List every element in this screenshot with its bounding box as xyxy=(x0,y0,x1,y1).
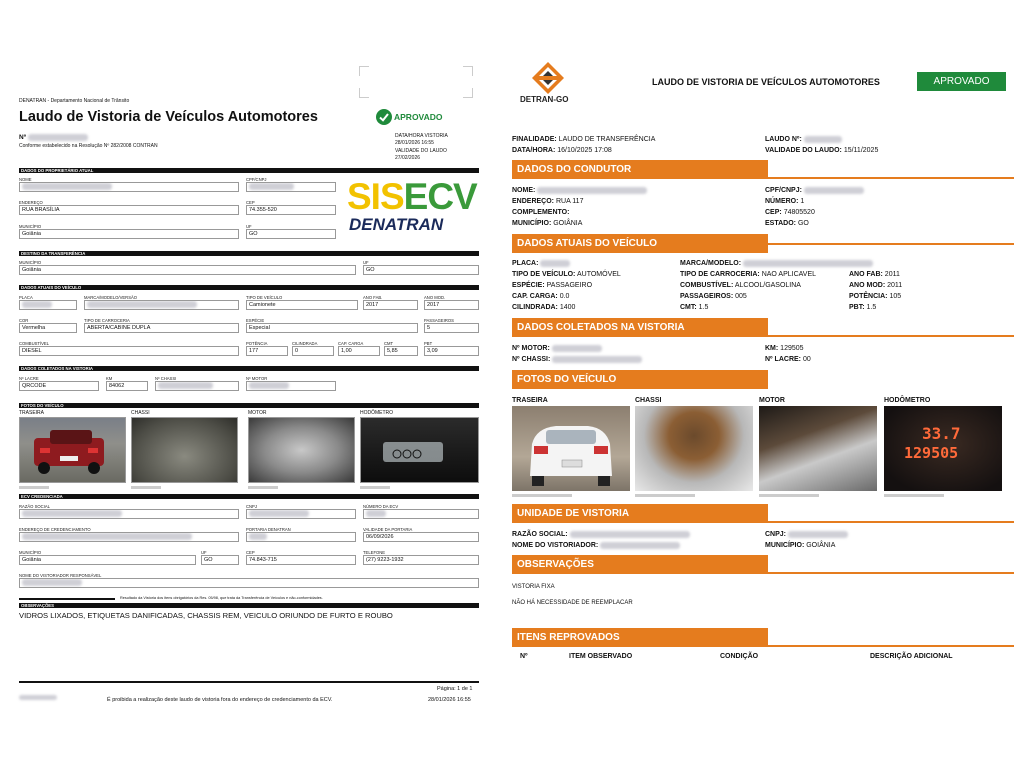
ecv-number-field: NÚMERO DA ECV xyxy=(363,504,479,519)
validity-label: VALIDADE DO LAUDO: xyxy=(765,147,842,154)
datetime-value: 16/10/2025 17:08 xyxy=(557,147,612,154)
section-photos-right: FOTOS DO VEÍCULO xyxy=(512,370,768,389)
chassi-photo xyxy=(635,406,753,491)
species-field: ESPÉCIE Especial xyxy=(246,318,418,333)
check-icon xyxy=(376,109,392,125)
section-rule xyxy=(768,645,1014,647)
ecv-validity-field: VALIDADE DA PORTARIA 06/09/2026 xyxy=(363,527,479,542)
footer-note: É proibida a realização deste laudo de vistoria fora do endereço de credenciamento da ECV. xyxy=(107,697,333,703)
photo-caption-line xyxy=(131,486,161,489)
crop-mark xyxy=(463,88,473,98)
odometer-bottom: 129505 xyxy=(904,444,959,462)
photo-caption-line xyxy=(19,486,49,489)
section-rejected: ITENS REPROVADOS xyxy=(512,628,768,647)
footer-code xyxy=(19,689,57,707)
section-destination: DESTINO DA TRANSFERÊNCIA xyxy=(19,251,479,256)
obs-note-line xyxy=(19,598,115,600)
chassi-field: Nº CHASSI xyxy=(155,376,239,391)
ecv-address-field: ENDEREÇO DE CREDENCIAMENTO xyxy=(19,527,239,542)
right-document: DETRAN-GO LAUDO DE VISTORIA DE VEÍCULOS AUTOMOTORES APROVADO FINALIDADE: LAUDO DE TRANSFERÊNCIA DATA/HORA: 16/10/2025 17:08 LAUDO Nº: VALIDADE DO LAUDO: 15/11/2025 DADOS DO CONDUTOR NOME: CPF/CNPJ: ENDEREÇO: RUA 117 NÚMERO: 1 COMPLEMENTO: CEP: 74805520 MUNICÍPIO: GOIÂNIA ESTADO: GO DADOS ATUAIS DO VEÍCULO PLACA: MARCA/MODELO: TIPO DE VEÍCULO: AUTOMÓVEL TIPO DE CARROCERIA: NAO APLICAVEL ANO FAB: 2011 ESPÉCIE: PASSAGEIRO COMBUSTÍVEL: ALCOOL/GASOLINA ANO MOD: 2011 CAP. CARGA: 0.0 PASSAGEIROS: 005 POTÊNCIA: 105 CILINDRADA: 1400 CMT: 1.5 PBT: 1.5 DADOS COLETADOS NA VISTORIA Nº MOTOR: Nº CHASSI: KM: 129505 Nº LACRE: 00 FOTOS DO VEÍCULO TRASEIRA CHASSI MOTOR HODÔMETRO 33.7 129505 UNIDADE DE VISTORIA RAZÃO SOCIAL: NOME DO VISTORIADOR: CNPJ: MUNICÍPIO: GOIÂNIA OBSERVAÇÕES VISTORIA FIXA NÃO HÁ NECESSIDADE DE REEMPLACAR ITENS REPROVADOS Nº ITEM OBSERVADO CONDIÇÃO DESCRIÇÃO ADICIONAL xyxy=(500,0,1024,775)
owner-address-field: ENDEREÇO RUA BRASÍLIA xyxy=(19,200,239,215)
section-photos: FOTOS DO VEÍCULO xyxy=(19,403,479,408)
validity-label: VALIDADE DO LAUDO xyxy=(395,148,447,154)
number-label: Nº xyxy=(19,134,27,142)
destination-uf-field: UF GO xyxy=(363,260,479,275)
seal-field: Nº LACRE QRCODE xyxy=(19,376,99,391)
body-field: TIPO DE CARROCERIA ABERTA/CABINE DUPLA xyxy=(84,318,239,333)
sisecv-logo: SISECV xyxy=(347,176,477,217)
redacted-laudo xyxy=(804,136,842,143)
col-item: ITEM OBSERVADO xyxy=(569,653,633,660)
document-title: Laudo de Vistoria de Veículos Automotores xyxy=(19,109,318,125)
detran-logo-text: DETRAN-GO xyxy=(520,95,569,104)
ecv-portaria-field: PORTARIA DENATRAN xyxy=(246,527,356,542)
redacted-number xyxy=(28,134,88,141)
power-field: POTÊNCIA 177 xyxy=(246,341,288,356)
photo-label-rear: TRASEIRA xyxy=(512,397,548,404)
section-owner: DADOS DO PROPRIETÁRIO ATUAL xyxy=(19,168,479,173)
brand-field: MARCA/MODELO/VERSÃO xyxy=(84,295,239,310)
odometer-photo xyxy=(884,406,1002,491)
photo-label-motor: MOTOR xyxy=(248,410,267,416)
section-rule xyxy=(768,572,1014,574)
col-description: DESCRIÇÃO ADICIONAL xyxy=(870,653,953,660)
datetime-label: DATA/HORA VISTORIA xyxy=(395,133,448,139)
photo-caption-line xyxy=(360,486,390,489)
rear-photo xyxy=(19,417,126,483)
odometer-photo xyxy=(360,417,479,483)
crop-mark xyxy=(359,88,369,98)
observations-text: VIDROS LIXADOS, ETIQUETAS DANIFICADAS, CHASSIS REM, VEICULO ORIUNDO DE FURTO E ROUBO xyxy=(19,611,393,620)
photo-label-chassi: CHASSI xyxy=(635,397,662,404)
section-rule xyxy=(768,521,1014,523)
section-driver: DADOS DO CONDUTOR xyxy=(512,160,768,179)
ecv-cnpj-field: CNPJ xyxy=(246,504,356,519)
chassi-photo xyxy=(131,417,238,483)
datetime-label: DATA/HORA: xyxy=(512,147,556,154)
ecv-cep-field: CEP 74.843-715 xyxy=(246,550,356,565)
cmt-field: CMT 5,85 xyxy=(384,341,418,356)
section-vehicle-right: DADOS ATUAIS DO VEÍCULO xyxy=(512,234,768,253)
passengers-field: PASSAGEIROS 5 xyxy=(424,318,479,333)
inspector-field: NOME DO VISTORIADOR RESPONSÁVEL xyxy=(19,573,479,588)
photo-label-odometer: HODÔMETRO xyxy=(360,410,394,416)
obs-line-2: NÃO HÁ NECESSIDADE DE REEMPLACAR xyxy=(512,600,633,606)
cc-field: CILINDRADA 0 xyxy=(292,341,334,356)
section-unit: UNIDADE DE VISTORIA xyxy=(512,504,768,523)
motor-photo xyxy=(248,417,355,483)
cap-field: CAP. CARGA 1,00 xyxy=(338,341,380,356)
destination-city-field: MUNICÍPIO Goiânia xyxy=(19,260,356,275)
fuel-field: COMBUSTÍVEL DIESEL xyxy=(19,341,239,356)
section-collected: DADOS COLETADOS NA VISTORIA xyxy=(19,366,479,371)
page-indicator: Página: 1 de 1 xyxy=(437,686,473,692)
validity-value: 15/11/2025 xyxy=(843,147,879,154)
section-observations-right: OBSERVAÇÕES xyxy=(512,555,768,574)
ecv-uf-field: UF GO xyxy=(201,550,239,565)
obs-note: Resultado da Vistoria dos itens obrigatórios da Res. 05/98, que trata da Transferência de Veículos e não-conformidades. xyxy=(120,596,323,600)
owner-uf-field: UF GO xyxy=(246,224,336,239)
section-ecv: ECV CREDENCIADA xyxy=(19,494,479,499)
section-rule xyxy=(768,243,1014,245)
validity-value: 27/02/2026 xyxy=(395,155,421,161)
motor-field: Nº MOTOR xyxy=(246,376,336,391)
odometer-top: 33.7 xyxy=(922,424,961,443)
approved-label: APROVADO xyxy=(394,112,443,122)
photo-caption-line xyxy=(759,494,819,497)
org-name: DENATRAN - Departamento Nacional de Trânsito xyxy=(19,98,130,104)
section-rule xyxy=(768,335,1014,337)
datetime-value: 28/01/2026 16:55 xyxy=(395,140,434,146)
owner-cep-field: CEP 74.355-520 xyxy=(246,200,336,215)
ecv-company-field: RAZÃO SOCIAL xyxy=(19,504,239,519)
km-field: KM 84062 xyxy=(106,376,148,391)
col-number: Nº xyxy=(520,653,528,660)
obs-line-1: VISTORIA FIXA xyxy=(512,584,555,590)
photo-caption-line xyxy=(512,494,572,497)
ecv-phone-field: TELEFONE (27) 9223-1932 xyxy=(363,550,479,565)
year-fab-field: ANO FAB. 2017 xyxy=(363,295,418,310)
finality-value: LAUDO DE TRANSFERÊNCIA xyxy=(558,136,656,143)
motor-photo xyxy=(759,406,877,491)
photo-label-rear: TRASEIRA xyxy=(19,410,45,416)
approved-badge: APROVADO xyxy=(917,72,1006,91)
plate-field: PLACA xyxy=(19,295,77,310)
section-observations: OBSERVAÇÕES xyxy=(19,603,479,608)
section-vehicle: DADOS ATUAIS DO VEÍCULO xyxy=(19,285,479,290)
left-document xyxy=(0,0,500,775)
photo-caption-line xyxy=(635,494,695,497)
photo-caption-line xyxy=(884,494,944,497)
resolution-text: Conforme estabelecido na Resolução Nº 282/2008 CONTRAN xyxy=(19,143,158,149)
ecv-city-field: MUNICÍPIO Goiânia xyxy=(19,550,196,565)
photo-label-motor: MOTOR xyxy=(759,397,785,404)
owner-cpf-field: CPF/CNPJ xyxy=(246,177,336,192)
right-title: LAUDO DE VISTORIA DE VEÍCULOS AUTOMOTORES xyxy=(652,77,880,87)
owner-name-field: NOME xyxy=(19,177,239,192)
pbt-field: PBT 3,09 xyxy=(424,341,479,356)
footer-date: 28/01/2026 16:55 xyxy=(428,697,471,703)
color-field: COR Vermelha xyxy=(19,318,77,333)
section-rule xyxy=(768,177,1014,179)
photo-caption-line xyxy=(248,486,278,489)
col-condition: CONDIÇÃO xyxy=(720,653,759,660)
finality-label: FINALIDADE: xyxy=(512,136,557,143)
crop-mark xyxy=(463,66,473,76)
photo-label-chassi: CHASSI xyxy=(131,410,150,416)
section-collected-right: DADOS COLETADOS NA VISTORIA xyxy=(512,318,768,337)
detran-logo-icon xyxy=(532,62,564,94)
laudo-label: LAUDO Nº: xyxy=(765,136,802,143)
photo-label-odometer: HODÔMETRO xyxy=(884,397,931,404)
vehicle-type-field: TIPO DE VEÍCULO Camionete xyxy=(246,295,358,310)
crop-mark xyxy=(359,66,369,76)
denatran-logo-text: DENATRAN xyxy=(349,215,444,234)
year-mod-field: ANO MOD. 2017 xyxy=(424,295,479,310)
rear-photo xyxy=(512,406,630,491)
owner-city-field: MUNICÍPIO Goiânia xyxy=(19,224,239,239)
footer-rule xyxy=(19,681,479,683)
